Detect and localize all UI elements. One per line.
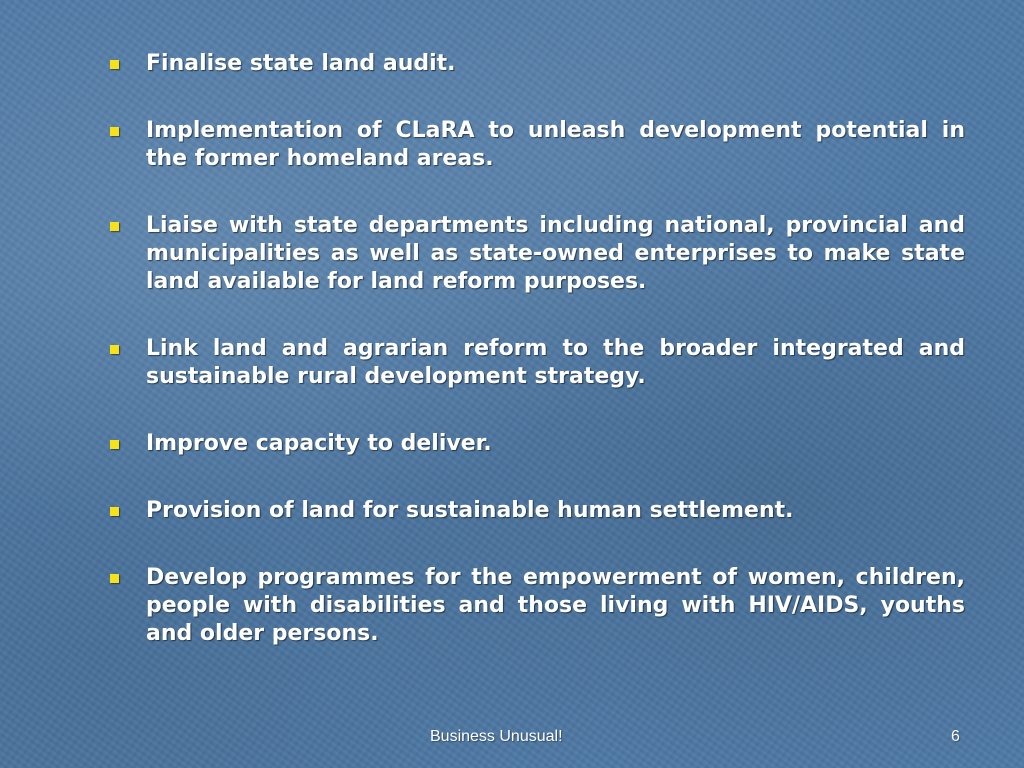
bullet-item bbox=[110, 497, 965, 525]
bullet-text: Improve capacity to deliver. bbox=[146, 431, 492, 456]
bullet-text: Implementation of CLaRA to unleash development potential in the former homeland areas. bbox=[146, 118, 965, 171]
bullet-item bbox=[110, 50, 965, 78]
bullet-text: Link land and agrarian reform to the broader integrated and sustainable rural development strategy. bbox=[146, 336, 965, 389]
bullet-text: Finalise state land audit. bbox=[146, 51, 456, 76]
bullet-text: Provision of land for sustainable human settlement. bbox=[146, 498, 794, 523]
bullet-item bbox=[110, 212, 965, 296]
bullet-text: Liaise with state departments including national, provincial and municipalities as well as state-owned enterprises to make state land available for land reform purposes. bbox=[146, 213, 965, 294]
square-bullet-icon bbox=[110, 345, 119, 354]
square-bullet-icon bbox=[110, 222, 119, 231]
bullet-item bbox=[110, 335, 965, 391]
square-bullet-icon bbox=[110, 127, 119, 136]
square-bullet-icon bbox=[110, 507, 119, 516]
footer-text: Business Unusual! bbox=[430, 728, 563, 745]
page-number: 6 bbox=[951, 728, 960, 745]
square-bullet-icon bbox=[110, 440, 119, 449]
square-bullet-icon bbox=[110, 574, 119, 583]
bullet-list bbox=[110, 50, 965, 687]
bullet-item bbox=[110, 564, 965, 648]
square-bullet-icon bbox=[110, 60, 119, 69]
bullet-text: Develop programmes for the empowerment of women, children, people with disabilities and those living with HIV/AIDS, youths and older persons. bbox=[146, 565, 965, 646]
bullet-item bbox=[110, 430, 965, 458]
bullet-item bbox=[110, 117, 965, 173]
